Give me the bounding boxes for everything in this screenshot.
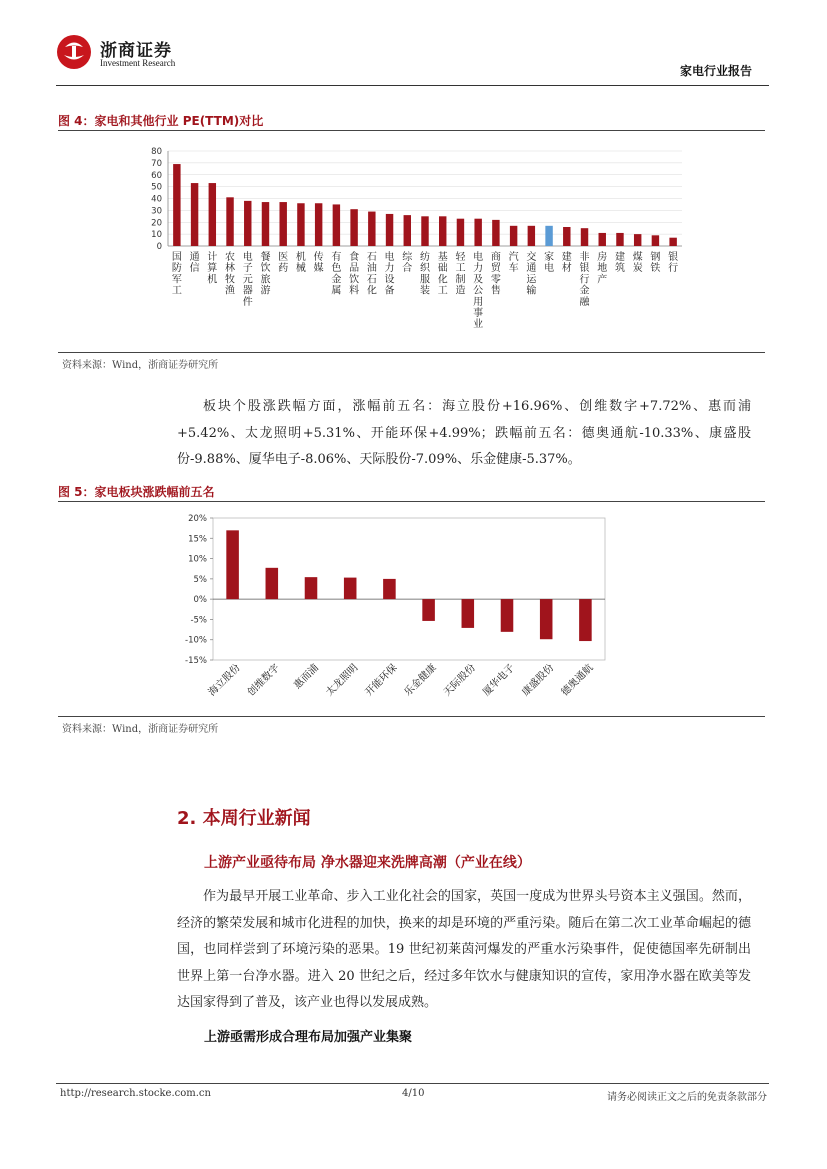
bar: [315, 203, 322, 246]
bar: [421, 216, 428, 246]
y-tick-label: 40: [151, 194, 162, 205]
figure4-top-rule: [58, 130, 765, 131]
header-divider: [56, 85, 769, 86]
x-tick-label: 食品饮料: [349, 252, 360, 297]
x-tick-label: 钢铁: [650, 252, 661, 275]
x-tick-label: 非银行金融: [579, 252, 590, 308]
y-tick-label: 20%: [188, 514, 207, 524]
bar: [462, 599, 475, 628]
bar: [333, 204, 340, 246]
bar: [540, 599, 553, 639]
x-tick-label: 康盛股份: [520, 662, 557, 699]
x-tick-label: 创维数字: [245, 662, 282, 699]
bar: [492, 220, 499, 246]
bar: [599, 233, 606, 246]
bar: [350, 209, 357, 246]
bar: [528, 226, 535, 246]
x-tick-label: 厦华电子: [481, 662, 518, 699]
bar: [634, 234, 641, 246]
page-number: 4/10: [402, 1088, 425, 1099]
bar: [652, 235, 659, 246]
y-tick-label: -5%: [190, 615, 207, 626]
bar: [226, 197, 233, 246]
x-tick-label: 电力设备: [384, 252, 395, 297]
bar: [669, 238, 676, 246]
figure5-top-rule: [58, 501, 765, 502]
section-heading: 2. 本周行业新闻: [177, 808, 311, 829]
report-title: 家电行业报告: [679, 64, 752, 78]
bar: [383, 579, 396, 599]
figure4-source: 资料来源：Wind，浙商证券研究所: [62, 360, 219, 371]
figure5-source: 资料来源：Wind，浙商证券研究所: [62, 724, 219, 735]
news-paragraph: 作为最早开展工业革命、步入工业化社会的国家，英国一度成为世界头号资本主义强国。然而，经济的繁荣发展和城市化进程的加快，换来的却是环境的严重污染。随后在第二次工业革命崛起的德国，也同样尝到了环境污染的恶果。19 世纪初莱茵河爆发的严重水污染事件，促使德国率先研制出世界上第一台净水器。进入 20 世纪之后，经过多年饮水与健康知识的宣传，家用净水器在欧美等发达国家得到了普及，该产业也得以发展成熟。: [177, 889, 751, 1010]
x-tick-label: 电子元器件: [242, 252, 253, 308]
pe-comparison-chart: [0, 140, 827, 350]
bar: [439, 216, 446, 246]
x-tick-label: 石油石化: [366, 252, 377, 297]
bar: [616, 233, 623, 246]
y-tick-label: 10: [151, 230, 162, 241]
x-tick-label: 基础化工: [437, 252, 448, 297]
bar: [510, 226, 517, 246]
bar: [244, 201, 251, 246]
x-tick-label: 医药: [278, 252, 289, 275]
figure4-bottom-rule: [58, 352, 765, 353]
footer-disclaimer: 请务必阅读正文之后的免责条款部分: [607, 1092, 767, 1103]
x-tick-label: 建筑: [614, 252, 625, 275]
x-tick-label: 惠而浦: [292, 662, 322, 692]
figure4-title: 图 4：家电和其他行业 PE(TTM)对比: [58, 114, 264, 128]
bar: [266, 568, 279, 599]
stock-performance-paragraph: 板块个股涨跌幅方面，涨幅前五名：海立股份+16.96%、创维数字+7.72%、惠而浦+5.42%、太龙照明+5.31%、开能环保+4.99%；跌幅前五名：德奥通航-10.33%、康盛股份-9.88%、厦华电子-8.06%、天际股份-7.09%、乐金健康-5.37%。: [177, 399, 751, 467]
y-tick-label: 15%: [188, 534, 207, 545]
x-tick-label: 轻工制造: [455, 252, 466, 297]
x-tick-label: 餐饮旅游: [260, 252, 271, 297]
bar: [457, 219, 464, 246]
footer-divider: [56, 1083, 769, 1084]
y-tick-label: 0%: [193, 595, 207, 606]
x-tick-label: 农林牧渔: [225, 252, 236, 297]
x-tick-label: 房地产: [597, 252, 608, 286]
x-tick-label: 交通运输: [526, 252, 537, 297]
y-tick-label: 10%: [188, 554, 207, 565]
x-tick-label: 商贸零售: [490, 252, 501, 297]
bar: [563, 227, 570, 246]
bar: [501, 599, 514, 632]
news-subheading: 上游亟需形成合理布局加强产业集聚: [204, 1030, 413, 1045]
bar: [279, 202, 286, 246]
logo-english: Investment Research: [100, 58, 176, 68]
x-tick-label: 计算机: [207, 252, 218, 286]
x-tick-label: 太龙照明: [324, 662, 361, 699]
x-tick-label: 德奥通航: [559, 662, 596, 699]
figure5-title: 图 5：家电板块涨跌幅前五名: [58, 485, 215, 499]
bar: [344, 578, 357, 600]
x-tick-label: 银行: [668, 252, 679, 275]
bar: [422, 599, 435, 621]
x-tick-label: 家电: [544, 252, 555, 275]
y-tick-label: 70: [151, 158, 162, 169]
y-tick-label: 80: [151, 147, 162, 157]
y-tick-label: 50: [151, 182, 162, 193]
x-tick-label: 通信: [189, 252, 200, 275]
x-tick-label: 天际股份: [441, 662, 478, 699]
bar: [579, 599, 592, 641]
x-tick-label: 综合: [402, 252, 413, 275]
y-tick-label: 60: [151, 170, 162, 181]
x-tick-label: 建材: [561, 252, 572, 275]
y-tick-label: 0: [156, 242, 162, 252]
x-tick-label: 纺织服装: [420, 252, 430, 297]
bar: [262, 202, 269, 246]
bar: [191, 183, 198, 246]
bar: [474, 219, 481, 246]
news-heading: 上游产业亟待布局 净水器迎来洗牌高潮（产业在线）: [204, 855, 531, 871]
x-tick-label: 有色金属: [331, 252, 342, 297]
y-tick-label: -15%: [185, 656, 207, 666]
bar: [173, 164, 180, 246]
footer-url[interactable]: http://research.stocke.com.cn: [60, 1088, 211, 1099]
figure5-bottom-rule: [58, 716, 765, 717]
bar: [545, 226, 552, 246]
x-tick-label: 煤炭: [632, 252, 643, 275]
bar: [305, 577, 318, 599]
x-tick-label: 汽车: [508, 252, 519, 275]
bar: [226, 530, 239, 599]
top-movers-chart: [0, 505, 827, 717]
x-tick-label: 机械: [295, 252, 306, 275]
x-tick-label: 传媒: [313, 252, 324, 275]
x-tick-label: 开能环保: [363, 662, 400, 699]
y-tick-label: -10%: [185, 635, 207, 646]
bar: [297, 203, 304, 246]
y-tick-label: 5%: [193, 574, 207, 585]
bar: [386, 214, 393, 246]
logo-name: 浙商证券: [100, 41, 172, 61]
y-tick-label: 20: [151, 218, 162, 229]
bar: [368, 212, 375, 246]
x-tick-label: 乐金健康: [402, 662, 439, 699]
bar: [404, 215, 411, 246]
x-tick-label: 电力及公用事业: [473, 252, 484, 331]
x-tick-label: 国防军工: [171, 252, 182, 297]
x-tick-label: 海立股份: [206, 662, 243, 699]
logo-icon: [56, 34, 92, 70]
y-tick-label: 30: [151, 206, 162, 217]
bar: [581, 228, 588, 246]
bar: [209, 183, 216, 246]
